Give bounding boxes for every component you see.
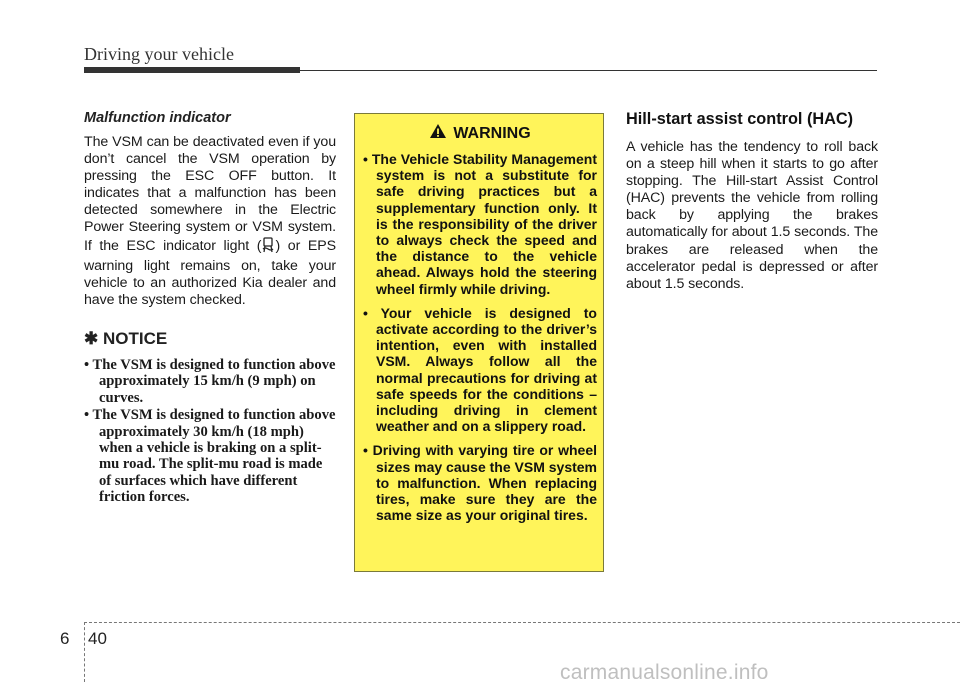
notice-item: • The VSM is designed to function above approximately 30 km/h (18 mph) when a vehicle is braking on a split-mu road. The split-mu road is made of surfaces which have different friction forces. [84,407,336,506]
notice-title: NOTICE [102,328,168,348]
malfunction-paragraph [84,134,336,309]
watermark: carmanualsonline.info [560,661,769,684]
hac-title: Hill-start assist control (HAC) [626,110,854,128]
warning-triangle-icon [429,123,447,144]
warning-list [363,151,597,523]
left-column [84,110,336,507]
notice-list [84,357,336,506]
warning-title: WARNING [453,124,531,142]
footer-rule [84,622,960,623]
right-column [626,110,878,293]
warning-heading [363,123,597,144]
notice-heading [84,329,336,349]
warning-item: • Your vehicle is designed to activate according to the driver’s intention, even with installed VSM. Always follow all the normal precautions for driving at safe speeds for the conditions – including driving in clement weather and on a slippery road. [363,304,597,435]
warning-item: • Driving with varying tire or wheel sizes may cause the VSM system to malfunction. When replacing tires, make sure they are the same size as your original tires. [363,442,598,524]
footer-divider [84,622,85,682]
malfunction-text-2: ) or EPS warning light remains on, take your vehicle to an authorized Kia dealer and have the system checked. [84,237,336,308]
hac-paragraph: A vehicle has the tendency to roll back on a steep hill when it starts to go after stopping. The Hill-start Assist Control (HAC) prevents the vehicle from rolling back by applying the brakes automatically for about 1.5 seconds. The brakes are released when the accelerator pedal is depressed or after about 1.5 seconds. [626,139,878,292]
warning-box [354,113,604,572]
malfunction-subheading: Malfunction indicator [84,110,231,126]
header-bar [84,67,300,73]
warning-item: • The Vehicle Stability Management system is not a substitute for safe driving practices but a supplementary function only. It is the responsibility of the driver to always check the speed and the distance to the vehicle ahead. Always hold the steering wheel firmly while driving. [363,151,597,297]
esc-indicator-icon [261,237,275,258]
page-header-title: Driving your vehicle [84,44,234,64]
notice-star-icon: ✱ [84,328,99,348]
page-number: 40 [88,629,107,648]
malfunction-text-1: The VSM can be deactivated even if you don’t cancel the VSM operation by pressing the ESC OFF button. It indicates that a malfunction has been detected somewhere in the Electric Power Steering system or VSM system. If the ESC indicator light ( [84,134,336,254]
notice-item: • The VSM is designed to function above approximately 15 km/h (9 mph) on curves. [84,356,336,406]
chapter-number: 6 [60,629,70,648]
header-rule [300,70,877,71]
